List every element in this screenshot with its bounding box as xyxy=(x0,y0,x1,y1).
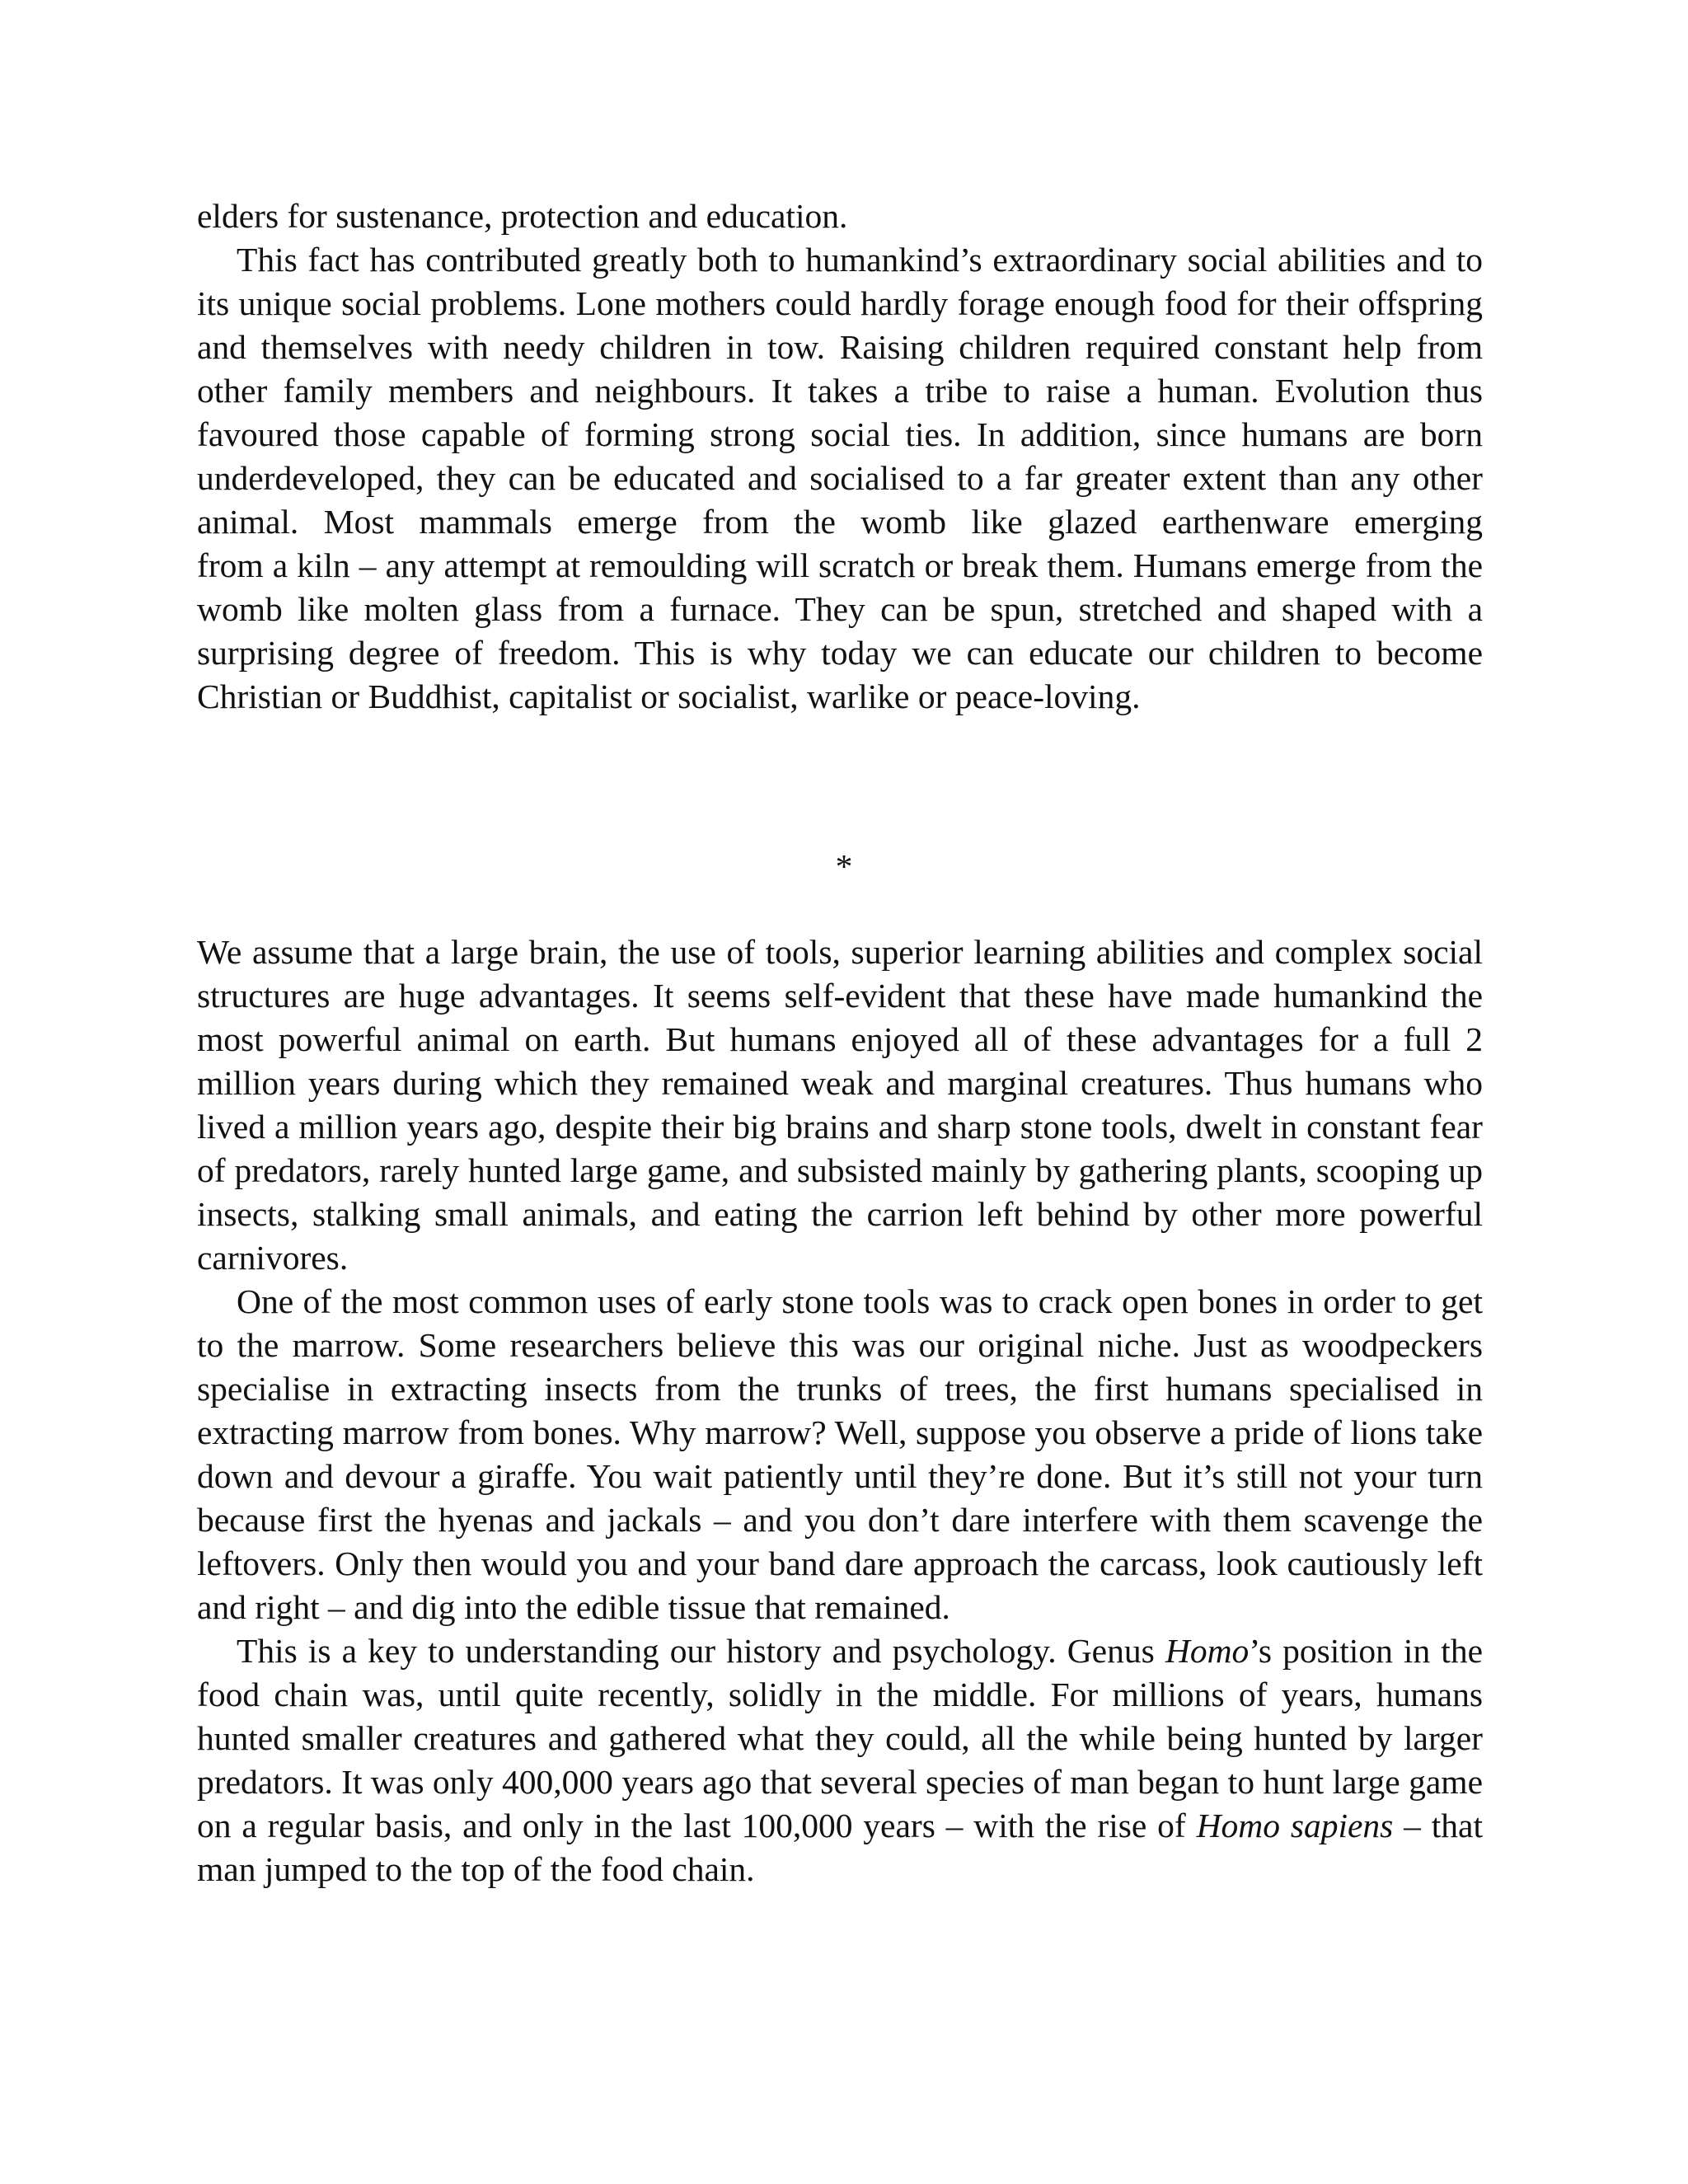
italic-species-name: Homo sapiens xyxy=(1196,1807,1394,1844)
paragraph-marrow: One of the most common uses of early stone tools was to crack open bones in order to get to the marrow. Some researchers believe this was our original niche. Just as woodpeckers specialise in extracting insects from the trunks of trees, the first humans specialised in extracting marrow from bones. Why marrow? Well, suppose you observe a pride of lions take down and devour a giraffe. You wait patiently until they’re done. But it’s still not your turn because first the hyenas and jackals – and you don’t dare interfere with them scavenge the leftovers. Only then would you and your band dare approach the carcass, look cautiously left and right – and dig into the edible tissue that remained. xyxy=(197,1282,1483,1626)
paragraph-large-brain: We assume that a large brain, the use of tools, superior learning abilities and complex social structures are huge advantages. It seems self-evident that these have made humankind the most powerful animal on earth. But humans enjoyed all of these advantages for a full 2 million years during which they remained weak and marginal creatures. Thus humans who lived a million years ago, despite their big brains and sharp stone tools, dwelt in constant fear of predators, rarely hunted large game, and subsisted mainly by gathering plants, scooping up insects, stalking small animals, and eating the carrion left behind by other more powerful carnivores. xyxy=(197,933,1483,1277)
paragraph-social-abilities: This fact has contributed greatly both to humankind’s extraordinary social abilities and to its unique social problems. Lone mothers could hardly forage enough food for their offspring and themselves with needy children in tow. Raising children required constant help from other family members and neighbours. It takes a tribe to raise a human. Evolution thus favoured those capable of forming strong social ties. In addition, since humans are born underdeveloped, they can be educated and socialised to a far greater extent than any other animal. Most mammals emerge from the womb like glazed earthenware emerging xyxy=(197,241,1483,541)
paragraph-molten-glass: from a kiln – any attempt at remoulding will scratch or break them. Humans emerge from the womb like molten glass from a furnace. They can be spun, stretched and shaped with a surprising degree of freedom. This is why today we can educate our children to become Christian or Buddhist, capitalist or socialist, warlike or peace-loving. xyxy=(197,546,1483,715)
top-text-block xyxy=(197,194,1483,719)
paragraph-food-chain xyxy=(197,1629,1483,1891)
bottom-text-block xyxy=(197,930,1483,1891)
text-run: ’s position in the food chain was, until quite recently, solidly in the middle. For millions of years, humans hunted smaller creatures and gathered what they could, all the while being hunted by larger predators. It was only 400,000 years ago that several species of man began to hunt large game on a regular basis, and only in the last 100,000 years – with the rise of xyxy=(197,1632,1484,1844)
italic-genus-name: Homo xyxy=(1165,1632,1250,1670)
paragraph-continuation: elders for sustenance, protection and education. xyxy=(197,197,848,235)
text-run: – that man jumped to the top of the food chain. xyxy=(197,1807,1483,1888)
section-separator: * xyxy=(835,847,853,885)
text-run: This is a key to understanding our history and psychology. Genus xyxy=(237,1632,1165,1670)
